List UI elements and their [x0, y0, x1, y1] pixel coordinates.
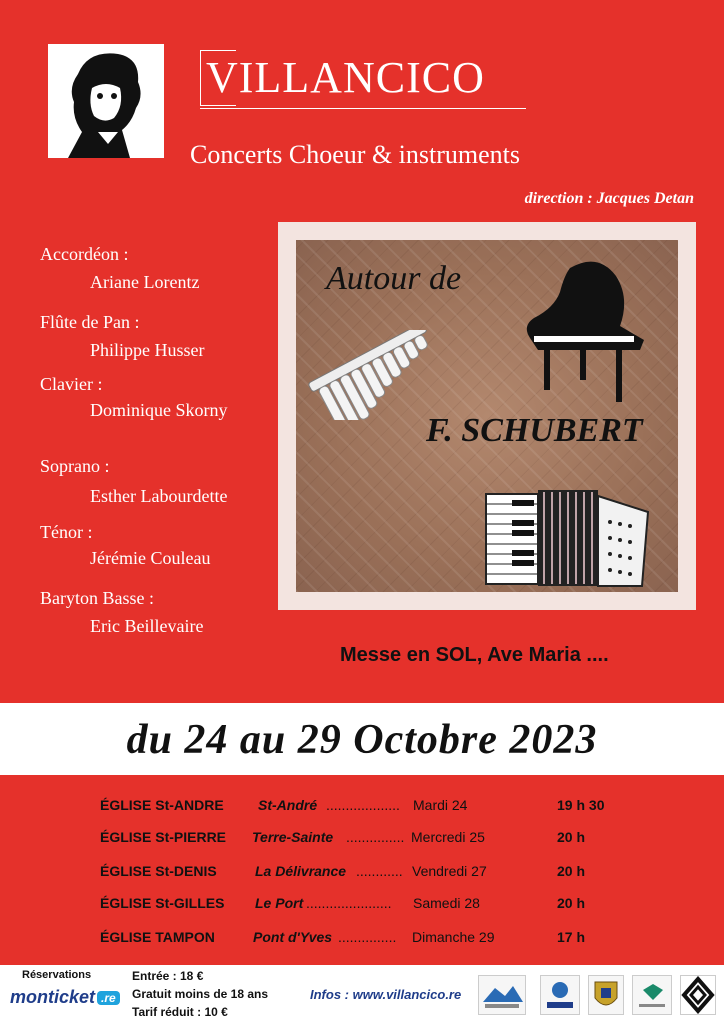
program-text: Messe en SOL, Ave Maria .... [340, 644, 609, 666]
schedule-row [0, 797, 724, 819]
concert-time: 17 h [557, 929, 586, 945]
brand-logo [200, 48, 526, 114]
performer-role: Ténor : [40, 522, 93, 542]
church-name: ÉGLISE St-PIERRE [100, 829, 227, 845]
feature-panel [278, 222, 696, 610]
place-name: Pont d'Yves [253, 929, 333, 945]
event-dates: du 24 au 29 Octobre 2023 [126, 717, 598, 763]
pan-flute-icon [302, 330, 452, 420]
place-name: Terre-Sainte [252, 829, 334, 845]
performer-role: Flûte de Pan : [40, 312, 140, 332]
church-name: ÉGLISE St-GILLES [100, 895, 225, 911]
website-link[interactable]: Infos : www.villancico.re [310, 987, 462, 1002]
church-name: ÉGLISE TAMPON [100, 929, 215, 945]
performer-role: Soprano : [40, 456, 110, 476]
panel-title: Autour de [326, 260, 462, 297]
schedule-row [0, 863, 724, 885]
concert-time: 19 h 30 [557, 797, 605, 813]
concert-day: Vendredi 27 [412, 863, 487, 879]
performer-name: Esther Labourdette [90, 486, 228, 506]
church-name: ÉGLISE St-DENIS [100, 863, 217, 879]
schedule-row [0, 829, 724, 851]
performer-name: Jérémie Couleau [90, 548, 211, 568]
concert-day: Mercredi 25 [411, 829, 485, 845]
place-name: La Délivrance [255, 863, 347, 879]
departement-reunion-logo [540, 975, 580, 1015]
region-reunion-logo [478, 975, 526, 1015]
leader-dots: ............... [346, 829, 405, 845]
renault-logo [680, 975, 716, 1015]
leader-dots: ................... [326, 797, 400, 813]
concert-day: Samedi 28 [413, 895, 480, 911]
direction-credit: direction : Jacques Detan [524, 190, 694, 207]
reservations-label: Réservations [22, 969, 92, 981]
schedule-row [0, 929, 724, 951]
brand-name: VILLANCICO [206, 53, 485, 102]
leader-dots: ............ [356, 863, 403, 879]
performer-role: Clavier : [40, 374, 103, 394]
grand-piano-icon [520, 256, 648, 406]
performer-name: Eric Beillevaire [90, 616, 204, 636]
schedule-row [0, 895, 724, 917]
subtitle: Concerts Choeur & instruments [190, 140, 521, 169]
concert-time: 20 h [557, 863, 586, 879]
feature-panel-inner [296, 240, 678, 592]
concert-time: 20 h [557, 895, 586, 911]
credit-agricole-logo [632, 975, 672, 1015]
monticket-logo[interactable] [10, 987, 120, 1008]
accordion-icon [482, 488, 652, 588]
place-name: St-André [258, 797, 318, 813]
schedule-section [0, 775, 724, 965]
performer-name: Dominique Skorny [90, 400, 228, 420]
ticket-suffix: .re [97, 991, 120, 1005]
footer [0, 965, 724, 1024]
reduced-price: Tarif réduit : 10 € [132, 1005, 228, 1019]
brand-underline [200, 108, 526, 109]
concert-time: 20 h [557, 829, 586, 845]
schubert-portrait [48, 44, 164, 158]
performer-role: Baryton Basse : [40, 588, 154, 608]
performer-name: Philippe Husser [90, 340, 205, 360]
concert-day: Dimanche 29 [412, 929, 495, 945]
entry-price: Entrée : 18 € [132, 969, 204, 983]
ticket-brand: monticket [10, 987, 96, 1007]
concert-day: Mardi 24 [413, 797, 468, 813]
church-name: ÉGLISE St-ANDRE [100, 797, 224, 813]
leader-dots: ............... [338, 929, 397, 945]
performer-name: Ariane Lorentz [90, 272, 200, 292]
free-entry: Gratuit moins de 18 ans [132, 987, 269, 1001]
leader-dots: ...................... [306, 895, 392, 911]
performer-role: Accordéon : [40, 244, 129, 264]
place-name: Le Port [255, 895, 304, 911]
panel-composer: F. SCHUBERT [426, 412, 643, 449]
municipal-crest-logo [588, 975, 624, 1015]
